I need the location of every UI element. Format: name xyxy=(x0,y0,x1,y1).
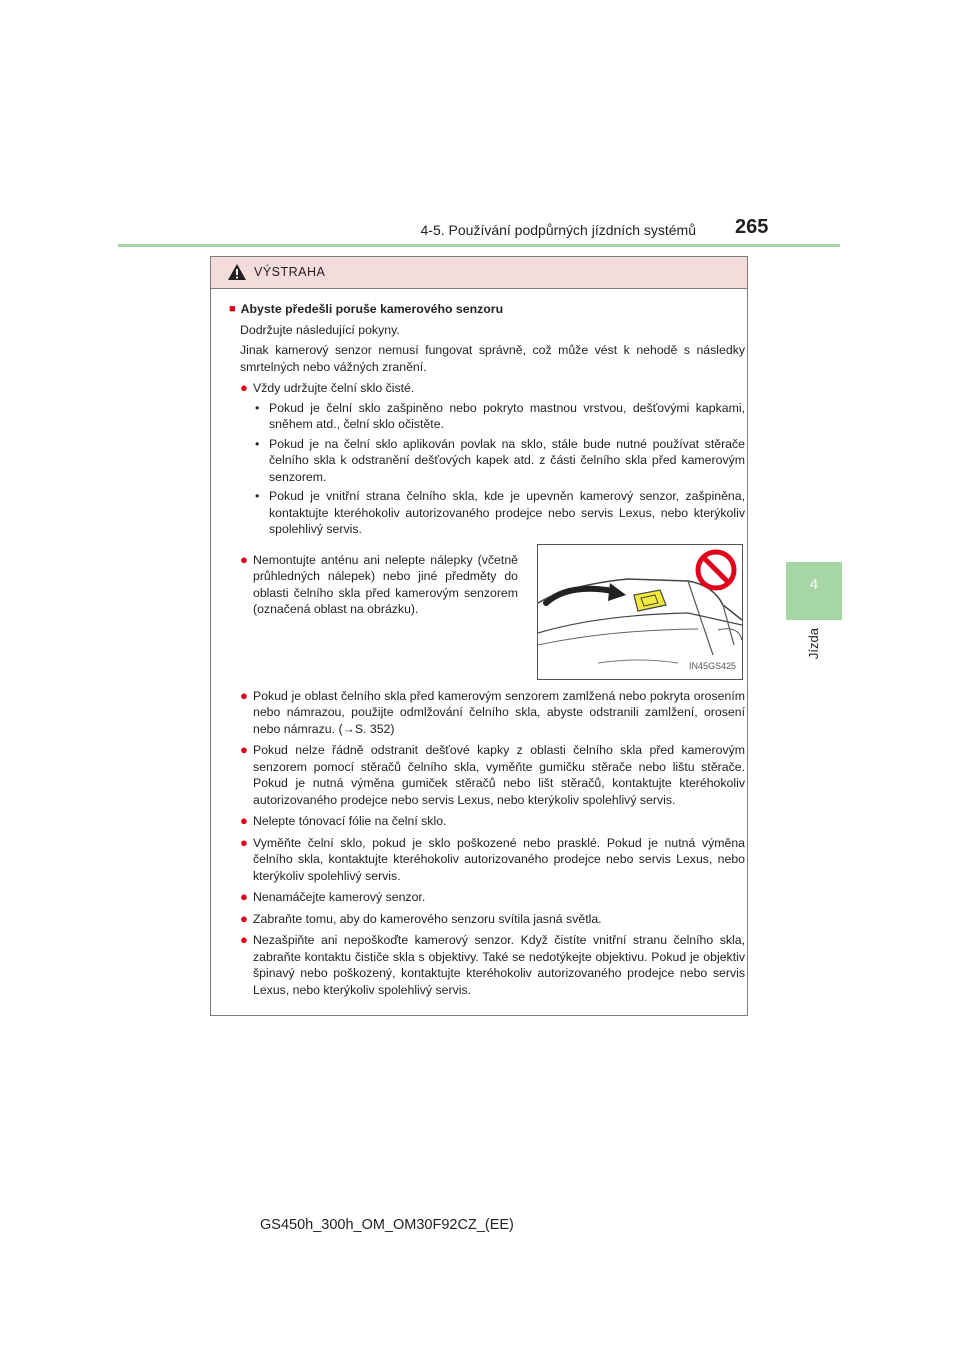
list-item xyxy=(229,688,745,738)
sub-bullet-icon: • xyxy=(255,436,260,451)
list-item-text: Pokud je oblast čelního skla před kamerovým senzorem zamlžená nebo pokryta orosením nebo námrazou, použijte odmlžování čelního skla, abyste odstranili zamlžení, orosení nebo námrazu. (→S. 352) xyxy=(253,688,745,736)
list-item xyxy=(229,889,745,906)
sub-list-item-text: Pokud je na čelní sklo aplikován povlak na sklo, stále bude nutné používat stěrače čelního skla k odstranění dešťových kapek atd. z části čelního skla před kamerovým senzorem. xyxy=(269,436,745,484)
list-item xyxy=(229,380,745,397)
circle-bullet-icon: ● xyxy=(240,813,248,828)
chapter-number: 4 xyxy=(809,576,819,593)
intro-text-1: Dodržujte následující pokyny. xyxy=(240,322,400,337)
list-item-text: Vyměňte čelní sklo, pokud je sklo poškozené nebo prasklé. Pokud je nutná výměna čelního skla, kontaktujte kteréhokoliv autorizovaného prodejce nebo servis Lexus, nebo kterýkoliv spolehlivý servis. xyxy=(253,835,745,883)
figure-code: IN45GS425 xyxy=(688,661,736,671)
sub-list-item xyxy=(229,488,745,538)
circle-bullet-icon: ● xyxy=(240,910,248,926)
circle-bullet-icon: ● xyxy=(240,380,248,395)
circle-bullet-icon: ● xyxy=(240,687,248,703)
list-item xyxy=(229,932,745,998)
sub-list-item xyxy=(229,436,745,486)
list-item-text: Zabraňte tomu, aby do kamerového senzoru svítila jasná světla. xyxy=(253,911,602,926)
intro-text-2: Jinak kamerový senzor nemusí fungovat správně, což může vést k nehodě s následky smrtelných nebo vážných zranění. xyxy=(240,343,745,374)
chapter-label: Jízda xyxy=(806,628,821,660)
list-item-text: Pokud nelze řádně odstranit dešťové kapky z oblasti čelního skla před kamerovým senzorem pomocí stěračů čelního skla, vyměňte gumičku stěrače nebo lištu stěrače. Pokud je nutná výměna gumiček stěračů nebo lišt stěračů, kontaktujte kteréhokoliv autorizovaného prodejce nebo servis Lexus, nebo kterýkoliv spolehlivý servis. xyxy=(253,743,745,807)
list-item xyxy=(229,552,518,680)
square-bullet-icon: ■ xyxy=(229,303,236,315)
figure-row xyxy=(229,544,745,680)
section-heading xyxy=(229,301,745,318)
list-item-text: Nenamáčejte kamerový senzor. xyxy=(253,890,426,904)
circle-bullet-icon: ● xyxy=(240,889,248,904)
list-item-text: Nemontujte anténu ani nelepte nálepky (včetně průhledných nálepek) nebo jiné předměty do oblasti čelního skla před kamerovým senzorem (označená oblast na obrázku). xyxy=(253,552,518,616)
sub-bullet-icon: • xyxy=(255,400,260,415)
circle-bullet-icon: ● xyxy=(240,834,248,850)
list-item-text: Nezašpiňte ani nepoškoďte kamerový senzor. Když čistíte vnitřní stranu čelního skla, zabraňte kontaktu čističe skla s objektivy. Také se nedotýkejte objektivu. Pokud je objektiv špinavý nebo poškozený, kontaktujte kteréhokoliv autorizovaného prodejce nebo servis Lexus, nebo kterýkoliv spolehlivý servis. xyxy=(253,933,745,997)
running-header: 4-5. Používání podpůrných jízdních systémů xyxy=(420,222,696,238)
list-item xyxy=(229,835,745,885)
circle-bullet-icon: ● xyxy=(240,551,248,567)
list-item xyxy=(229,742,745,808)
list-item-text: Nelepte tónovací fólie na čelní sklo. xyxy=(253,814,447,828)
sub-list-item xyxy=(229,400,745,433)
warning-header xyxy=(211,257,747,289)
windshield-illustration xyxy=(537,544,743,680)
page-number: 265 xyxy=(735,216,769,238)
warning-triangle-icon xyxy=(227,263,247,286)
warning-title: VÝSTRAHA xyxy=(254,265,326,279)
warning-box xyxy=(210,256,748,1016)
list-item-text: Vždy udržujte čelní sklo čisté. xyxy=(253,381,415,395)
circle-bullet-icon: ● xyxy=(240,742,248,757)
sub-list-item-text: Pokud je vnitřní strana čelního skla, kde je upevněn kamerový senzor, zašpiněna, kontaktujte kteréhokoliv autorizovaného prodejce nebo servis Lexus, nebo kterýkoliv spolehlivý servis. xyxy=(269,489,745,536)
sub-list-item-text: Pokud je čelní sklo zašpiněno nebo pokryto mastnou vrstvou, dešťovými kapkami, sněhem atd., čelní sklo očistěte. xyxy=(269,400,745,431)
list-item xyxy=(229,813,745,830)
list-item xyxy=(229,911,745,928)
section-heading-text: Abyste předešli poruše kamerového senzoru xyxy=(240,302,504,316)
chapter-tab xyxy=(786,562,842,620)
circle-bullet-icon: ● xyxy=(240,932,248,947)
sub-bullet-icon: • xyxy=(255,489,260,503)
header-rule xyxy=(118,244,840,247)
footer-doc-code: GS450h_300h_OM_OM30F92CZ_(EE) xyxy=(260,1217,514,1233)
warning-content xyxy=(229,301,745,998)
